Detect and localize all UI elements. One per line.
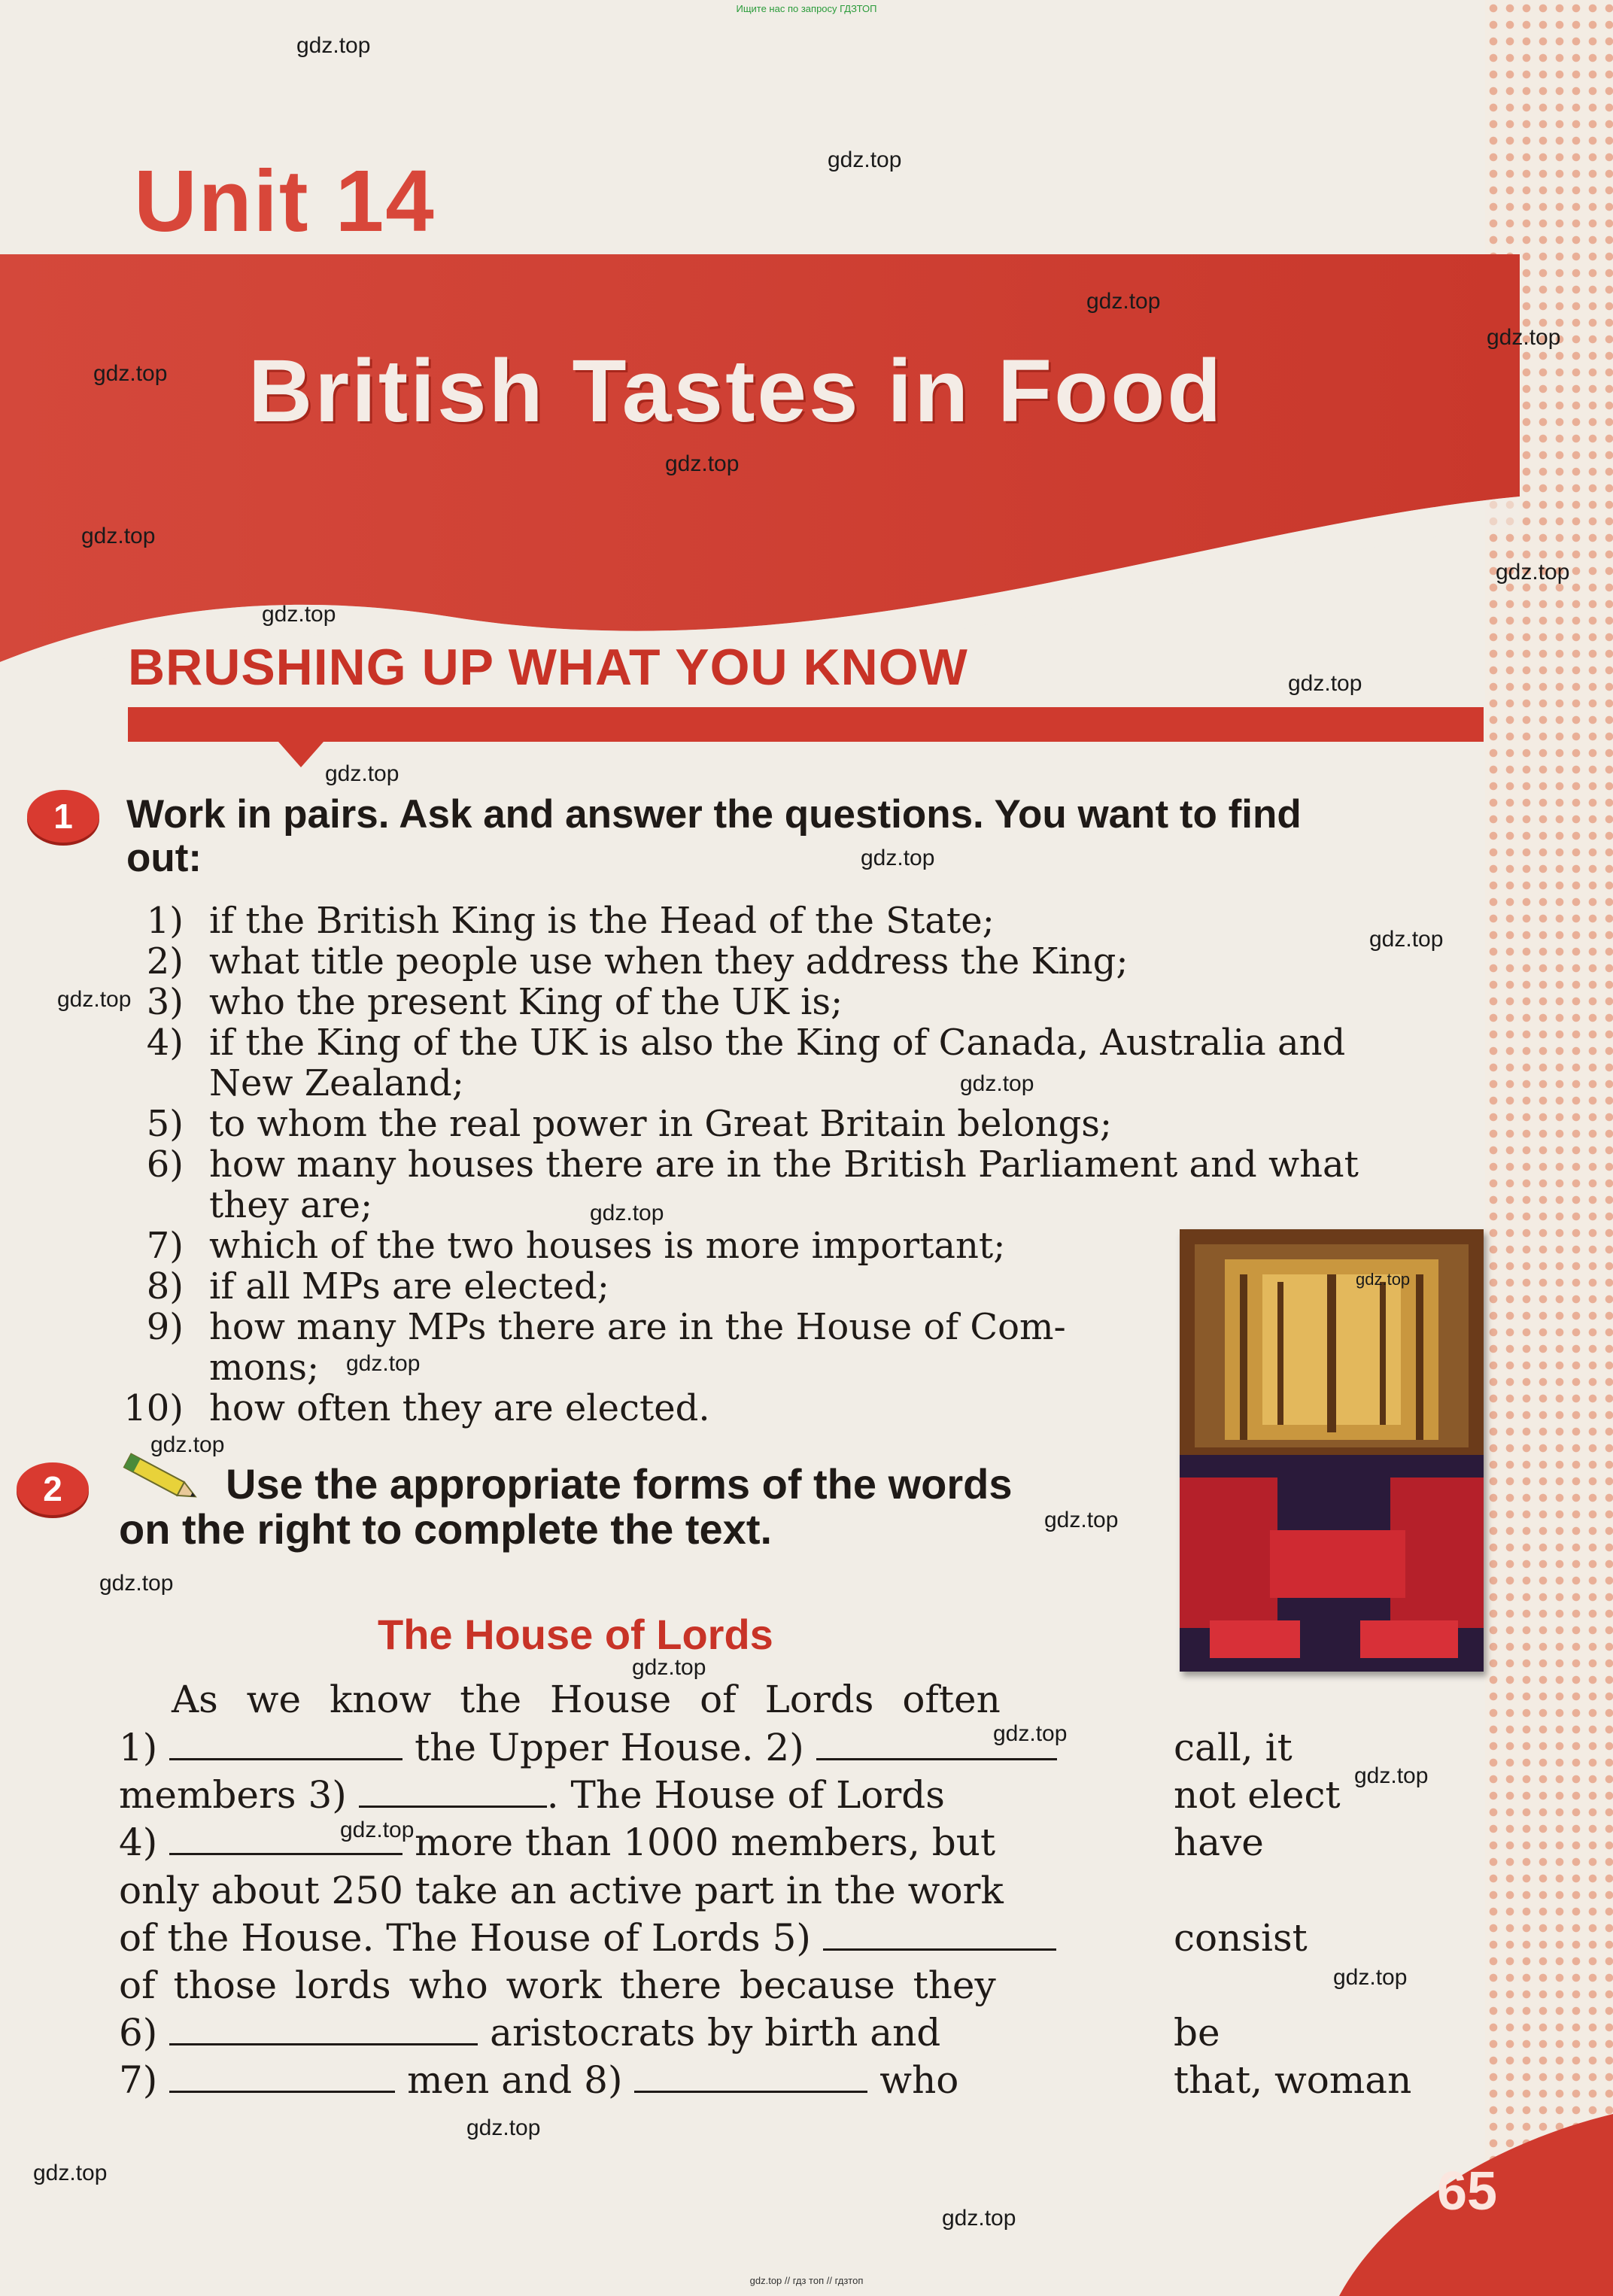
question-text: how many MPs there are in the House of Com-	[209, 1306, 1066, 1348]
question-number: 6)	[146, 1143, 184, 1186]
text-line: of the House. The House of Lords 5)	[119, 1916, 1056, 1960]
watermark: gdz.top	[1333, 1965, 1408, 1990]
top-note: Ищите нас по запросу ГДЗТОП	[736, 3, 877, 14]
question-number: 4)	[146, 1022, 184, 1064]
question-text: how often they are elected.	[209, 1387, 710, 1429]
question-text: if the King of the UK is also the King of Canada, Australia and	[209, 1022, 1346, 1064]
text-title: The House of Lords	[378, 1611, 773, 1658]
text-line: 7) men and 8) who	[119, 2058, 959, 2102]
watermark: gdz.top	[1487, 325, 1561, 350]
blank-1[interactable]	[169, 1728, 402, 1760]
word-hint: be	[1174, 2011, 1220, 2055]
watermark: gdz.top	[993, 1721, 1068, 1746]
question-text: to whom the real power in Great Britain belongs;	[209, 1103, 1113, 1145]
blank-5[interactable]	[823, 1918, 1056, 1951]
blank-7[interactable]	[169, 2061, 395, 2093]
watermark: gdz.top	[33, 2161, 108, 2185]
blank-6[interactable]	[169, 2013, 478, 2045]
watermark: gdz.top	[942, 2206, 1016, 2231]
watermark: gdz.top	[57, 987, 132, 1012]
text-line: As we know the House of Lords often	[172, 1678, 1001, 1721]
question-number: 5)	[146, 1103, 184, 1145]
text-line: only about 250 take an active part in the work	[119, 1869, 1004, 1912]
question-text: how many houses there are in the British Parliament and what	[209, 1143, 1359, 1186]
watermark: gdz.top	[296, 33, 371, 58]
watermark: gdz.top	[150, 1432, 225, 1457]
house-of-lords-photo	[1180, 1229, 1484, 1672]
watermark: gdz.top	[81, 524, 156, 548]
exercise2-instruction-line1: Use the appropriate forms of the words	[226, 1460, 1013, 1508]
exercise-number-badge: 1	[27, 790, 99, 843]
watermark: gdz.top	[1496, 560, 1570, 585]
watermark: gdz.top	[1356, 1270, 1411, 1289]
exercise1-instruction-line2: out:	[126, 836, 202, 880]
watermark: gdz.top	[1354, 1763, 1429, 1788]
watermark: gdz.top	[1288, 671, 1362, 696]
word-hint: call, it	[1174, 1726, 1293, 1769]
text-line: 1) the Upper House. 2)	[119, 1726, 1057, 1769]
word-hint: not elect	[1174, 1773, 1341, 1817]
blank-3[interactable]	[359, 1775, 547, 1808]
question-text: they are;	[209, 1184, 373, 1226]
text-line: 6) aristocrats by birth and	[119, 2011, 941, 2055]
word-hint: that, woman	[1174, 2058, 1412, 2102]
unit-title: British Tastes in Food	[248, 342, 1224, 441]
question-text: New Zealand;	[209, 1062, 464, 1104]
question-number: 3)	[146, 981, 184, 1023]
watermark: gdz.top	[93, 361, 168, 386]
question-text: if the British King is the Head of the State;	[209, 900, 995, 942]
question-text: which of the two houses is more important;	[209, 1225, 1006, 1267]
watermark: gdz.top	[466, 2115, 541, 2140]
text-line: 4) more than 1000 members, but	[119, 1821, 996, 1864]
watermark: gdz.top	[346, 1351, 421, 1376]
watermark: gdz.top	[632, 1655, 706, 1680]
exercise1-instruction-line1: Work in pairs. Ask and answer the questions. You want to find	[126, 792, 1302, 837]
page-number: 65	[1437, 2161, 1498, 2222]
word-hint: consist	[1174, 1916, 1308, 1960]
question-number: 1)	[146, 900, 184, 942]
question-number: 2)	[146, 940, 184, 982]
exercise-number-badge: 2	[17, 1462, 89, 1515]
question-text: what title people use when they address the King;	[209, 940, 1128, 982]
watermark: gdz.top	[1044, 1508, 1119, 1532]
question-number: 9)	[146, 1306, 184, 1348]
watermark: gdz.top	[665, 451, 740, 476]
section-title: BRUSHING UP WHAT YOU KNOW	[128, 639, 968, 696]
watermark: gdz.top	[828, 147, 902, 172]
watermark: gdz.top	[1369, 927, 1444, 952]
unit-number: Unit 14	[134, 152, 436, 250]
question-number: 10)	[123, 1387, 184, 1429]
watermark: gdz.top	[340, 1818, 415, 1842]
pencil-icon	[117, 1452, 208, 1505]
watermark: gdz.top	[960, 1071, 1034, 1096]
watermark: gdz.top	[1086, 289, 1161, 314]
watermark: gdz.top	[262, 602, 336, 627]
exercise2-instruction-line2: on the right to complete the text.	[119, 1505, 773, 1553]
question-number: 8)	[146, 1265, 184, 1307]
watermark: gdz.top	[590, 1201, 664, 1225]
text-line: members 3) . The House of Lords	[119, 1773, 945, 1817]
question-number: 7)	[146, 1225, 184, 1267]
text-line: of those lords who work there because they	[119, 1963, 996, 2007]
blank-8[interactable]	[634, 2061, 867, 2093]
question-text: who the present King of the UK is;	[209, 981, 843, 1023]
watermark: gdz.top	[325, 761, 399, 786]
question-text: if all MPs are elected;	[209, 1265, 609, 1307]
footer-note: gdz.top // гдз топ // гдзтоп	[749, 2275, 864, 2286]
question-text: mons;	[209, 1347, 320, 1389]
watermark: gdz.top	[99, 1571, 174, 1596]
watermark: gdz.top	[861, 846, 935, 870]
word-hint: have	[1174, 1821, 1264, 1864]
